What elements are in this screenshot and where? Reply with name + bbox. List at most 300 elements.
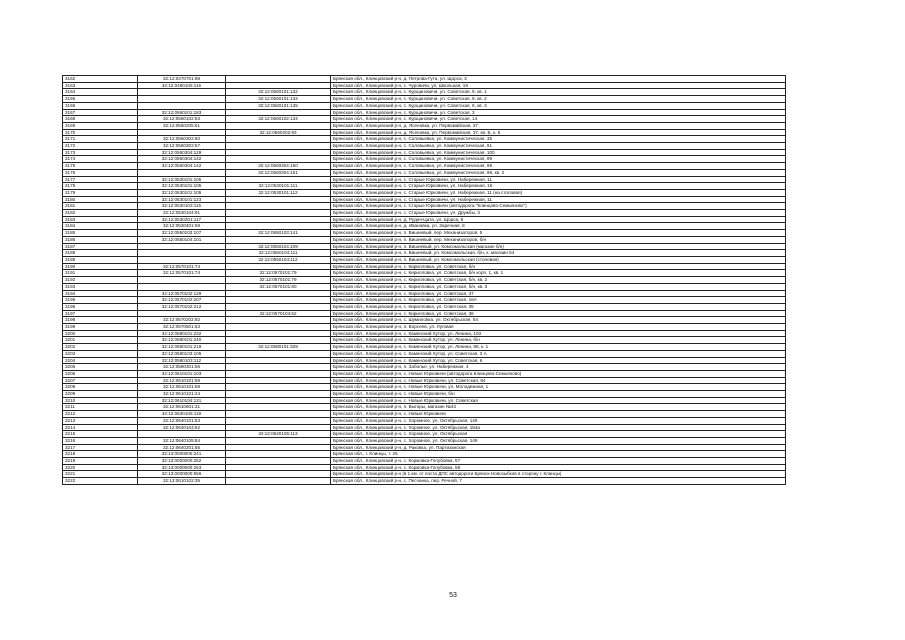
- land-cadastral-number-cell: 32:12:0580301:56: [138, 364, 226, 371]
- table-row: [63, 330, 786, 337]
- address-cell: Брянская обл., Клинцовский р-н, п. Вишневый, пер. Механизаторов, б/н: [331, 236, 786, 243]
- table-row: [63, 290, 786, 297]
- building-cadastral-number-cell: [226, 176, 331, 183]
- address-cell: Брянская обл., Клинцовский р-н, с. Каменский Хутор, ул. Ленина, 98, к. 1: [331, 344, 786, 351]
- row-number-cell: 3188: [63, 250, 138, 257]
- building-cadastral-number-cell: [226, 364, 331, 371]
- table-row: [63, 176, 786, 183]
- row-number-cell: 3204: [63, 357, 138, 364]
- building-cadastral-number-cell: 32:12:0530101:111: [226, 183, 331, 190]
- land-cadastral-number-cell: 32:12:0640101:53: [138, 417, 226, 424]
- address-cell: Брянская обл., Клинцовский р-н, д. Петрова-Гута, ул. Щорса, 3: [331, 76, 786, 83]
- building-cadastral-number-cell: 32:12:0570101:79: [226, 270, 331, 277]
- row-number-cell: 3162: [63, 76, 138, 83]
- table-row: [63, 270, 786, 277]
- row-number-cell: 3218: [63, 451, 138, 458]
- building-cadastral-number-cell: [226, 451, 331, 458]
- table-row: [63, 82, 786, 89]
- land-cadastral-number-cell: 32:12:0560302:60: [138, 136, 226, 143]
- row-number-cell: 3163: [63, 82, 138, 89]
- row-number-cell: 3221: [63, 471, 138, 478]
- building-cadastral-number-cell: 32:12:0550104:111: [226, 250, 331, 257]
- table-row: [63, 203, 786, 210]
- land-cadastral-number-cell: [138, 283, 226, 290]
- row-number-cell: 3185: [63, 230, 138, 237]
- address-cell: Брянская обл., Клинцовский р-н, с. Кирилловка, ул. Советская, 35: [331, 303, 786, 310]
- table-row: [63, 96, 786, 103]
- address-cell: Брянская обл., Клинцовский р-н, с. Соловьевка, ул. Коммунистическая, 91: [331, 143, 786, 150]
- building-cadastral-number-cell: [226, 223, 331, 230]
- building-cadastral-number-cell: 32:12:0580101:329: [226, 344, 331, 351]
- row-number-cell: 3211: [63, 404, 138, 411]
- land-cadastral-number-cell: [138, 431, 226, 438]
- table-row: [63, 283, 786, 290]
- table-row: [63, 417, 786, 424]
- table-row: [63, 189, 786, 196]
- address-cell: Брянская обл., Клинцовский р-н, с. Старые Юрковичи (автодорога "Клинцово-Семьяново"): [331, 203, 786, 210]
- building-cadastral-number-cell: [226, 397, 331, 404]
- land-cadastral-number-cell: [138, 169, 226, 176]
- row-number-cell: 3172: [63, 143, 138, 150]
- address-cell: Брянская обл., Клинцовский р-н, с. Старые Юрковичи, ул. Набережная, 11 (на столовая): [331, 189, 786, 196]
- building-cadastral-number-cell: 32:12:0560202:93: [226, 129, 331, 136]
- address-cell: Брянская обл., Клинцовский р-н, с. Чуровичи, ул. Школьная, 19: [331, 82, 786, 89]
- land-cadastral-number-cell: 32:12:0570202:92: [138, 317, 226, 324]
- building-cadastral-number-cell: [226, 216, 331, 223]
- table-row: [63, 404, 786, 411]
- table-row: [63, 149, 786, 156]
- row-number-cell: 3196: [63, 303, 138, 310]
- address-cell: Брянская обл., Клинцовский р-н, с. Кирилловка, ул. Советская, б/н: [331, 263, 786, 270]
- land-cadastral-number-cell: 32:12:0560304:142: [138, 163, 226, 170]
- address-cell: Брянская обл., Клинцовский р-н, с. Курщановичи, ул. Советская, 9, кв. 1: [331, 89, 786, 96]
- address-cell: Брянская обл., Клинцовский р-н, с. Хоромное, ул. Октябрьская: [331, 431, 786, 438]
- address-cell: Брянская обл., Клинцовский р-н, д. Ясеновка, ул. Первомайская, 37: [331, 122, 786, 129]
- address-cell: Брянская обл., Клинцовский р-н, с. Коржовка-Голубовка, 57: [331, 458, 786, 465]
- table-row: [63, 350, 786, 357]
- building-cadastral-number-cell: [226, 82, 331, 89]
- land-cadastral-number-cell: 32:12:0580103:105: [138, 350, 226, 357]
- building-cadastral-number-cell: 32:12:0570104:62: [226, 310, 331, 317]
- land-cadastral-number-cell: [138, 310, 226, 317]
- table-row: [63, 424, 786, 431]
- building-cadastral-number-cell: [226, 471, 331, 478]
- table-row: [63, 243, 786, 250]
- address-cell: Брянская обл., Клинцовский р-н, д. Ивановка, ул. Заречная, 8: [331, 223, 786, 230]
- land-cadastral-number-cell: 32:13:0000000:556: [138, 471, 226, 478]
- row-number-cell: 3175: [63, 163, 138, 170]
- table-row: [63, 384, 786, 391]
- row-number-cell: 3194: [63, 290, 138, 297]
- building-cadastral-number-cell: [226, 464, 331, 471]
- row-number-cell: 3216: [63, 437, 138, 444]
- land-cadastral-number-cell: 32:12:0560304:129: [138, 149, 226, 156]
- building-cadastral-number-cell: [226, 236, 331, 243]
- table-row: [63, 163, 786, 170]
- building-cadastral-number-cell: [226, 297, 331, 304]
- land-cadastral-number-cell: 32:12:0560205:61: [138, 122, 226, 129]
- address-cell: Брянская обл., Клинцовский р-н, п. Вишневый, пер. Механизаторов, 5: [331, 230, 786, 237]
- address-cell: Брянская обл., Клинцовский р-н, с. Кирилловка, ул. Советская, б/н, кв. 3: [331, 283, 786, 290]
- building-cadastral-number-cell: 32:12:0560102:134: [226, 116, 331, 123]
- table-row: [63, 183, 786, 190]
- address-cell: Брянская обл., Клинцовский р-н, с. Каменский Хутор, ул. Ленина, б/н: [331, 337, 786, 344]
- table-row: [63, 89, 786, 96]
- address-cell: Брянская обл., Клинцовский р-н, с. Каменский Хутор, ул. Ленина, 103: [331, 330, 786, 337]
- address-cell: Брянская обл., Клинцовский р-н, д. Ясеновка, ул. Первомайская, 37, кв. Б, к. 5: [331, 129, 786, 136]
- address-cell: Брянская обл., Клинцовский р-н, с. Хоромное, ул. Октябрьская, 149: [331, 437, 786, 444]
- address-cell: Брянская обл., Клинцовский р-н, с. Курщановичи, ул. Советская, 9, кв. 2: [331, 96, 786, 103]
- row-number-cell: 3164: [63, 89, 138, 96]
- address-cell: Брянская обл., Клинцовский р-н (в 1 км. от поста ДПС автодороги Брянск-Новозыбков в сторону г. Клинцы): [331, 471, 786, 478]
- land-cadastral-number-cell: 32:13:0610102:35: [138, 478, 226, 485]
- building-cadastral-number-cell: [226, 149, 331, 156]
- address-cell: Брянская обл., Клинцовский р-н, п. Заболье, ул. Набережная, 4: [331, 364, 786, 371]
- row-number-cell: 3179: [63, 189, 138, 196]
- building-cadastral-number-cell: [226, 350, 331, 357]
- building-cadastral-number-cell: 32:12:0560101:135: [226, 102, 331, 109]
- row-number-cell: 3182: [63, 210, 138, 217]
- building-cadastral-number-cell: [226, 444, 331, 451]
- building-cadastral-number-cell: [226, 324, 331, 331]
- row-number-cell: 3214: [63, 424, 138, 431]
- cadastral-table: [62, 75, 786, 485]
- row-number-cell: 3219: [63, 458, 138, 465]
- table-row: [63, 377, 786, 384]
- row-number-cell: 3167: [63, 109, 138, 116]
- row-number-cell: 3174: [63, 156, 138, 163]
- building-cadastral-number-cell: [226, 290, 331, 297]
- land-cadastral-number-cell: 32:12:0550104:101: [138, 236, 226, 243]
- row-number-cell: 3180: [63, 196, 138, 203]
- building-cadastral-number-cell: 32:12:0570101:79: [226, 277, 331, 284]
- land-cadastral-number-cell: [138, 277, 226, 284]
- table-row: [63, 129, 786, 136]
- row-number-cell: 3212: [63, 411, 138, 418]
- table-row: [63, 337, 786, 344]
- row-number-cell: 3165: [63, 96, 138, 103]
- table-row: [63, 250, 786, 257]
- land-cadastral-number-cell: 32:12:0570102:129: [138, 290, 226, 297]
- address-cell: Брянская обл., Клинцовский р-н, с. Песчанка, пер. Речной, 7: [331, 478, 786, 485]
- address-cell: Брянская обл., Клинцовский р-н, с. Кирилловка, ул. Советская, б/н корп. 1, кв. 1: [331, 270, 786, 277]
- land-cadastral-number-cell: 32:12:0530104:91: [138, 210, 226, 217]
- table-row: [63, 397, 786, 404]
- address-cell: Брянская обл., Клинцовский р-н, п. Выгоры, магазин №43: [331, 404, 786, 411]
- address-cell: Брянская обл., Клинцовский р-н, п. Вишневый, ул. Комсомольская (столовая): [331, 256, 786, 263]
- row-number-cell: 3183: [63, 216, 138, 223]
- row-number-cell: 3193: [63, 283, 138, 290]
- row-number-cell: 3195: [63, 297, 138, 304]
- address-cell: Брянская обл., Клинцовский р-н, с. Соловьевка, ул. Коммунистическая, 99: [331, 156, 786, 163]
- land-cadastral-number-cell: 32:12:0530101:105: [138, 183, 226, 190]
- table-row: [63, 136, 786, 143]
- row-number-cell: 3166: [63, 102, 138, 109]
- row-number-cell: 3205: [63, 364, 138, 371]
- land-cadastral-number-cell: 32:12:0610101:58: [138, 384, 226, 391]
- table-row: [63, 471, 786, 478]
- table-row: [63, 357, 786, 364]
- row-number-cell: 3192: [63, 277, 138, 284]
- land-cadastral-number-cell: 32:12:0570102:207: [138, 297, 226, 304]
- building-cadastral-number-cell: 32:12:0640105:113: [226, 431, 331, 438]
- building-cadastral-number-cell: [226, 424, 331, 431]
- row-number-cell: 3189: [63, 256, 138, 263]
- building-cadastral-number-cell: [226, 109, 331, 116]
- land-cadastral-number-cell: 32:12:0530103:115: [138, 203, 226, 210]
- address-cell: Брянская обл., Клинцовский р-н, с. Новые Юрковичи, ул. Советская, 84: [331, 377, 786, 384]
- land-cadastral-number-cell: 32:12:0630105:118: [138, 411, 226, 418]
- address-cell: Брянская обл., Клинцовский р-н, с. Старые Юрковичи, ул. Дружбы, 3: [331, 210, 786, 217]
- building-cadastral-number-cell: [226, 136, 331, 143]
- address-cell: Брянская обл., Клинцовский р-н, с. Соловьевка, ул. Коммунистическая, 35: [331, 136, 786, 143]
- row-number-cell: 3168: [63, 116, 138, 123]
- land-cadastral-number-cell: 32:12:0560101:183: [138, 109, 226, 116]
- land-cadastral-number-cell: 32:12:0580101:240: [138, 337, 226, 344]
- building-cadastral-number-cell: [226, 384, 331, 391]
- table-row: [63, 364, 786, 371]
- land-cadastral-number-cell: 32:13:0000000:241: [138, 451, 226, 458]
- land-cadastral-number-cell: [138, 256, 226, 263]
- table-row: [63, 310, 786, 317]
- table-row: [63, 196, 786, 203]
- building-cadastral-number-cell: [226, 156, 331, 163]
- land-cadastral-number-cell: 32:12:0610101:103: [138, 370, 226, 377]
- building-cadastral-number-cell: 32:12:0550103:141: [226, 230, 331, 237]
- row-number-cell: 3178: [63, 183, 138, 190]
- building-cadastral-number-cell: 32:12:0570101:80: [226, 283, 331, 290]
- row-number-cell: 3186: [63, 236, 138, 243]
- land-cadastral-number-cell: [138, 102, 226, 109]
- row-number-cell: 3181: [63, 203, 138, 210]
- land-cadastral-number-cell: 32:12:0530201:117: [138, 216, 226, 223]
- address-cell: Брянская обл., Клинцовский р-н, с. Старые Юрковичи, ул. Набережная, 16: [331, 183, 786, 190]
- address-cell: Брянская обл., Клинцовский р-н, с. Кирилловка, ул. Советская, б/н, кв. 2: [331, 277, 786, 284]
- building-cadastral-number-cell: [226, 404, 331, 411]
- address-cell: Брянская обл., Клинцовский р-н, с. Новые Юрковичи, б/н: [331, 391, 786, 398]
- building-cadastral-number-cell: 32:12:0560304:151: [226, 169, 331, 176]
- row-number-cell: 3207: [63, 377, 138, 384]
- table-row: [63, 223, 786, 230]
- address-cell: Брянская обл., Клинцовский р-н, с. Соловьевка, ул. Коммунистическая, 100: [331, 149, 786, 156]
- land-cadastral-number-cell: 32:12:0640105:84: [138, 437, 226, 444]
- address-cell: Брянская обл., Клинцовский р-н, с. Новые Юрковичи (автодорога Клинцово-Семьяново): [331, 370, 786, 377]
- table-row: [63, 169, 786, 176]
- building-cadastral-number-cell: [226, 437, 331, 444]
- table-row: [63, 76, 786, 83]
- address-cell: Брянская обл., Клинцовский р-н, с. Кирилловка, ул. Советская, 16А: [331, 297, 786, 304]
- page-number: 53: [449, 592, 457, 599]
- row-number-cell: 3213: [63, 417, 138, 424]
- row-number-cell: 3184: [63, 223, 138, 230]
- address-cell: Брянская обл., Клинцовский р-н, п. Борсеев, ул. Луговая: [331, 324, 786, 331]
- table-row: [63, 122, 786, 129]
- address-cell: Брянская обл., Клинцовский р-н, с. Коржовка-Голубовка, 58: [331, 464, 786, 471]
- land-cadastral-number-cell: 32:12:0640104:62: [138, 424, 226, 431]
- land-cadastral-number-cell: [138, 243, 226, 250]
- building-cadastral-number-cell: 32:12:0560101:132: [226, 89, 331, 96]
- table-row: [63, 478, 786, 485]
- building-cadastral-number-cell: [226, 196, 331, 203]
- address-cell: Брянская обл., Клинцовский р-н, с. Каменский Хутор, ул. Советская, 3 А: [331, 350, 786, 357]
- row-number-cell: 3170: [63, 129, 138, 136]
- land-cadastral-number-cell: 32:12:0570102:212: [138, 303, 226, 310]
- land-cadastral-number-cell: 32:12:0480105:115: [138, 82, 226, 89]
- row-number-cell: 3171: [63, 136, 138, 143]
- address-cell: Брянская обл., Клинцовский р-н, с. Курщановичи, ул. Советская, 14: [331, 116, 786, 123]
- building-cadastral-number-cell: [226, 76, 331, 83]
- address-cell: Брянская обл., Клинцовский р-н, с. Новые Юрковичи, ул. Советская: [331, 397, 786, 404]
- building-cadastral-number-cell: [226, 391, 331, 398]
- land-cadastral-number-cell: 32:12:0610101:59: [138, 377, 226, 384]
- row-number-cell: 3202: [63, 344, 138, 351]
- table-row: [63, 344, 786, 351]
- building-cadastral-number-cell: [226, 203, 331, 210]
- land-cadastral-number-cell: 32:12:0530101:105: [138, 176, 226, 183]
- building-cadastral-number-cell: 32:12:0560304:150: [226, 163, 331, 170]
- table-row: [63, 444, 786, 451]
- row-number-cell: 3215: [63, 431, 138, 438]
- building-cadastral-number-cell: [226, 370, 331, 377]
- row-number-cell: 3198: [63, 317, 138, 324]
- row-number-cell: 3169: [63, 122, 138, 129]
- land-cadastral-number-cell: 32:12:0560302:67: [138, 143, 226, 150]
- land-cadastral-number-cell: 32:12:0470701:98: [138, 76, 226, 83]
- land-cadastral-number-cell: 32:13:0000000:253: [138, 464, 226, 471]
- table-row: [63, 102, 786, 109]
- table-row: [63, 297, 786, 304]
- building-cadastral-number-cell: [226, 417, 331, 424]
- address-cell: Брянская обл., Клинцовский р-н, с. Курщановичи, ул. Советская, 3: [331, 109, 786, 116]
- building-cadastral-number-cell: [226, 458, 331, 465]
- table-row: [63, 303, 786, 310]
- address-cell: Брянская обл., Клинцовский р-н, с. Соловьевка, ул. Коммунистическая, 99: [331, 163, 786, 170]
- table-row: [63, 437, 786, 444]
- address-cell: Брянская обл., Клинцовский р-н, с. Новые Юрковичи, ул. Молодежная, 1: [331, 384, 786, 391]
- table-row: [63, 210, 786, 217]
- building-cadastral-number-cell: [226, 317, 331, 324]
- building-cadastral-number-cell: [226, 411, 331, 418]
- building-cadastral-number-cell: [226, 377, 331, 384]
- building-cadastral-number-cell: [226, 122, 331, 129]
- table-row: [63, 109, 786, 116]
- table-row: [63, 277, 786, 284]
- land-cadastral-number-cell: 32:12:0530101:123: [138, 196, 226, 203]
- row-number-cell: 3206: [63, 370, 138, 377]
- building-cadastral-number-cell: [226, 330, 331, 337]
- building-cadastral-number-cell: [226, 143, 331, 150]
- row-number-cell: 3200: [63, 330, 138, 337]
- land-cadastral-number-cell: 32:12:0560102:53: [138, 116, 226, 123]
- land-cadastral-number-cell: 32:12:0580101:219: [138, 344, 226, 351]
- cadastral-table-body: [63, 76, 786, 485]
- land-cadastral-number-cell: 32:12:0580101:232: [138, 330, 226, 337]
- address-cell: Брянская обл., г. Клинцы, т. 25: [331, 451, 786, 458]
- land-cadastral-number-cell: 32:12:0530401:58: [138, 223, 226, 230]
- table-row: [63, 464, 786, 471]
- address-cell: Брянская обл., Клинцовский р-н, д. Раковка, ул. Партизанская: [331, 444, 786, 451]
- address-cell: Брянская обл., Клинцовский р-н, д. Рудня-Цата, ул. Щорса, 8: [331, 216, 786, 223]
- table-row: [63, 370, 786, 377]
- land-cadastral-number-cell: 32:12:0610104:131: [138, 397, 226, 404]
- building-cadastral-number-cell: [226, 357, 331, 364]
- row-number-cell: 3217: [63, 444, 138, 451]
- row-number-cell: 3176: [63, 169, 138, 176]
- building-cadastral-number-cell: 32:12:0550104:112: [226, 256, 331, 263]
- address-cell: Брянская обл., Клинцовский р-н, с. Хоромное, ул. Октябрьская, 164а: [331, 424, 786, 431]
- row-number-cell: 3208: [63, 384, 138, 391]
- land-cadastral-number-cell: [138, 129, 226, 136]
- row-number-cell: 3173: [63, 149, 138, 156]
- land-cadastral-number-cell: 32:12:0610101:24: [138, 391, 226, 398]
- address-cell: Брянская обл., Клинцовский р-н, п. Вишневый, ул. Комсомольская, б/н, к. магазин 54: [331, 250, 786, 257]
- land-cadastral-number-cell: 32:12:0570101:74: [138, 270, 226, 277]
- land-cadastral-number-cell: [138, 250, 226, 257]
- address-cell: Брянская обл., Клинцовский р-н, с. Соловьевка, ул. Коммунистическая, 99, кв. 2: [331, 169, 786, 176]
- land-cadastral-number-cell: 32:12:0610601:31: [138, 404, 226, 411]
- table-row: [63, 451, 786, 458]
- table-row: [63, 263, 786, 270]
- address-cell: Брянская обл., Клинцовский р-н, с. Шумиловка, ул. Октябрьская, 54: [331, 317, 786, 324]
- building-cadastral-number-cell: [226, 478, 331, 485]
- row-number-cell: 3191: [63, 270, 138, 277]
- table-row: [63, 458, 786, 465]
- land-cadastral-number-cell: 32:12:0560304:142: [138, 156, 226, 163]
- land-cadastral-number-cell: 32:12:0570501:53: [138, 324, 226, 331]
- land-cadastral-number-cell: 32:12:0580103:112: [138, 357, 226, 364]
- land-cadastral-number-cell: [138, 89, 226, 96]
- table-row: [63, 216, 786, 223]
- row-number-cell: 3222: [63, 478, 138, 485]
- table-row: [63, 324, 786, 331]
- table-row: [63, 116, 786, 123]
- row-number-cell: 3187: [63, 243, 138, 250]
- table-row: [63, 236, 786, 243]
- land-cadastral-number-cell: 32:12:0570101:74: [138, 263, 226, 270]
- table-row: [63, 317, 786, 324]
- row-number-cell: 3190: [63, 263, 138, 270]
- building-cadastral-number-cell: 32:12:0530101:112: [226, 189, 331, 196]
- row-number-cell: 3210: [63, 397, 138, 404]
- address-cell: Брянская обл., Клинцовский р-н, с. Новые Юрковичи: [331, 411, 786, 418]
- land-cadastral-number-cell: [138, 96, 226, 103]
- row-number-cell: 3177: [63, 176, 138, 183]
- building-cadastral-number-cell: [226, 303, 331, 310]
- table-row: [63, 431, 786, 438]
- building-cadastral-number-cell: [226, 210, 331, 217]
- address-cell: Брянская обл., Клинцовский р-н, с. Хоромное, ул. Октябрьская, 149: [331, 417, 786, 424]
- address-cell: Брянская обл., Клинцовский р-н, с. Старые Юрковичи, ул. Набережная, 11: [331, 176, 786, 183]
- address-cell: Брянская обл., Клинцовский р-н, с. Старые Юрковичи, ул. Набережная, 11: [331, 196, 786, 203]
- land-cadastral-number-cell: 32:12:0530101:105: [138, 189, 226, 196]
- table-row: [63, 230, 786, 237]
- row-number-cell: 3209: [63, 391, 138, 398]
- address-cell: Брянская обл., Клинцовский р-н, с. Кирилловка, ул. Советская, 37: [331, 290, 786, 297]
- address-cell: Брянская обл., Клинцовский р-н, п. Вишневый, ул. Комсомольская (магазин б/н): [331, 243, 786, 250]
- land-cadastral-number-cell: 32:12:0550103:107: [138, 230, 226, 237]
- building-cadastral-number-cell: [226, 263, 331, 270]
- address-cell: Брянская обл., Клинцовский р-н, с. Кирилловка, ул. Советская, 36: [331, 310, 786, 317]
- table-row: [63, 411, 786, 418]
- row-number-cell: 3197: [63, 310, 138, 317]
- building-cadastral-number-cell: [226, 337, 331, 344]
- row-number-cell: 3220: [63, 464, 138, 471]
- row-number-cell: 3199: [63, 324, 138, 331]
- address-cell: Брянская обл., Клинцовский р-н, с. Каменский Хутор, ул. Советская, 6: [331, 357, 786, 364]
- address-cell: Брянская обл., Клинцовский р-н, с. Курщановичи, ул. Советская, 9, кв. 3: [331, 102, 786, 109]
- building-cadastral-number-cell: 32:12:0550104:109: [226, 243, 331, 250]
- table-row: [63, 156, 786, 163]
